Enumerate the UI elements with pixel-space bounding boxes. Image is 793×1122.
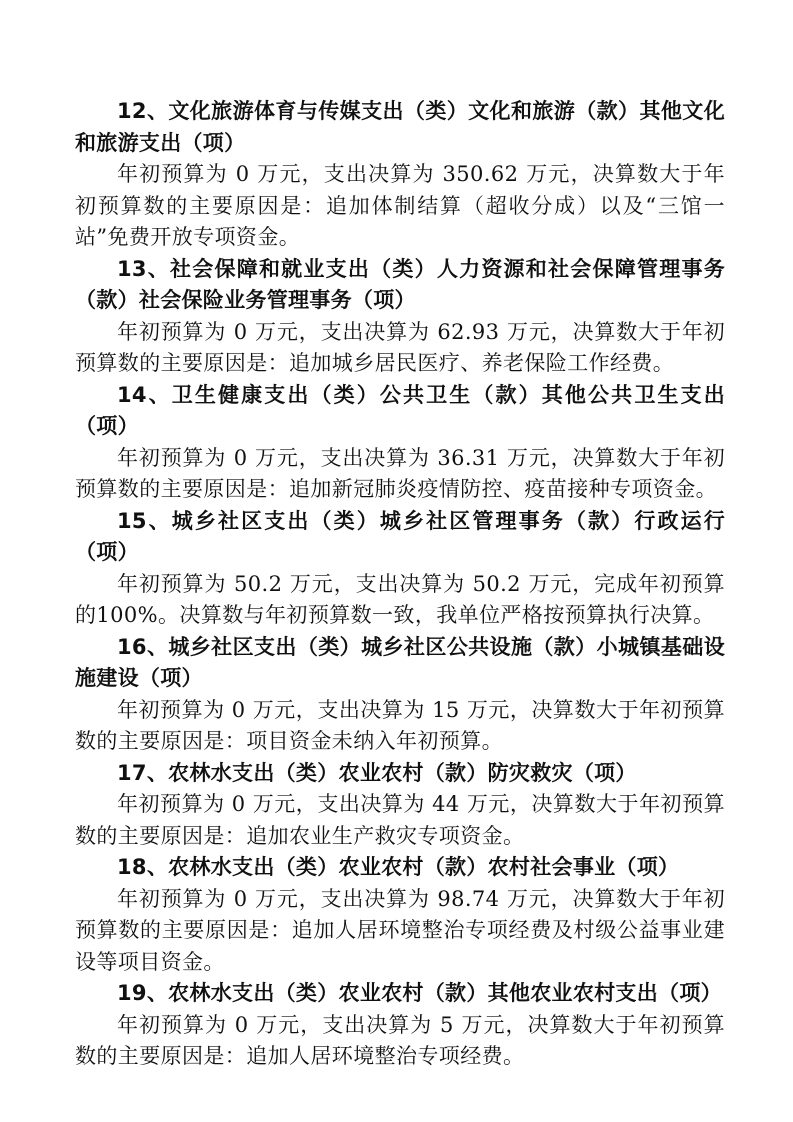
document-content (75, 96, 725, 1073)
item-19-body: 年初预算为 0 万元，支出决算为 5 万元，决算数大于年初预算数的主要原因是：追加人居环境整治专项经费。 (75, 1012, 725, 1068)
item-17-heading: 17、农林水支出（类）农业农村（款）防灾救灾（项） (117, 760, 637, 785)
item-18-body: 年初预算为 0 万元，支出决算为 98.74 万元，决算数大于年初预算数的主要原因是：追加人居环境整治专项经费及村级公益事业建设等项目资金。 (75, 886, 725, 974)
item-14-body: 年初预算为 0 万元，支出决算为 36.31 万元，决算数大于年初预算数的主要原因是：追加新冠肺炎疫情防控、疫苗接种专项资金。 (75, 445, 725, 501)
item-15-body: 年初预算为 50.2 万元，支出决算为 50.2 万元，完成年初预算的100%。决算数与年初预算数一致，我单位严格按预算执行决算。 (75, 571, 725, 627)
item-13-heading: 13、社会保障和就业支出（类）人力资源和社会保障管理事务（款）社会保险业务管理事务（项） (75, 256, 725, 312)
item-12-body: 年初预算为 0 万元，支出决算为 350.62 万元，决算数大于年初预算数的主要原因是：追加体制结算（超收分成）以及“三馆一站”免费开放专项资金。 (75, 162, 725, 249)
item-16-heading: 16、城乡社区支出（类）城乡社区公共设施（款）小城镇基础设施建设（项） (75, 634, 725, 690)
item-12-heading: 12、文化旅游体育与传媒支出（类）文化和旅游（款）其他文化和旅游支出（项） (75, 99, 725, 155)
item-14-heading: 14、卫生健康支出（类）公共卫生（款）其他公共卫生支出（项） (75, 382, 725, 438)
item-17-body: 年初预算为 0 万元，支出决算为 44 万元，决算数大于年初预算数的主要原因是：追加农业生产救灾专项资金。 (75, 792, 725, 848)
item-13-body: 年初预算为 0 万元，支出决算为 62.93 万元，决算数大于年初预算数的主要原因是：追加城乡居民医疗、养老保险工作经费。 (75, 319, 725, 375)
item-18-heading: 18、农林水支出（类）农业农村（款）农村社会事业（项） (117, 855, 680, 879)
item-19-heading: 19、农林水支出（类）农业农村（款）其他农业农村支出（项） (117, 981, 722, 1005)
item-16-body: 年初预算为 0 万元，支出决算为 15 万元，决算数大于年初预算数的主要原因是：项目资金未纳入年初预算。 (75, 697, 725, 753)
item-15-heading: 15、城乡社区支出（类）城乡社区管理事务（款）行政运行（项） (75, 508, 725, 564)
